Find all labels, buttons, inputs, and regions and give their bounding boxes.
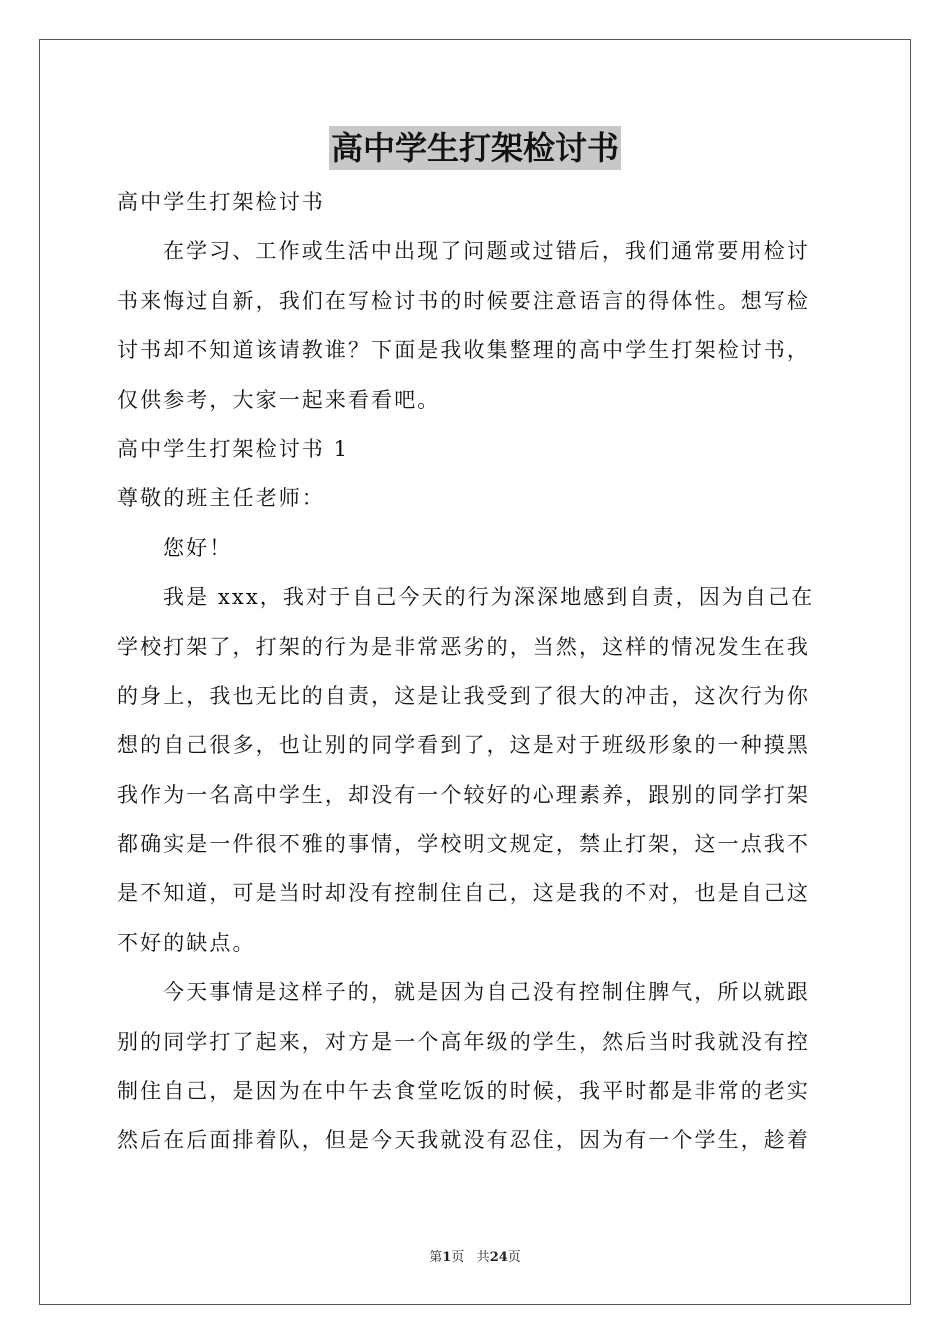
body-line: 制住自己，是因为在中午去食堂吃饭的时候，我平时都是非常的老实 bbox=[117, 1079, 810, 1104]
body-line: 在学习、工作或生活中出现了问题或过错后，我们通常要用检讨 bbox=[163, 239, 810, 264]
total-pages: 24 bbox=[489, 1250, 508, 1265]
body-line: 别的同学打了起来，对方是一个高年级的学生，然后当时我就没有控 bbox=[117, 1029, 810, 1054]
title-container bbox=[0, 126, 950, 170]
body-line: 是不知道，可是当时却没有控制住自己，这是我的不对，也是自己这 bbox=[117, 881, 810, 906]
body-line: 我是 xxx，我对于自己今天的行为深深地感到自责，因为自己在 bbox=[163, 585, 815, 610]
body-line: 高中学生打架检讨书 bbox=[117, 190, 325, 214]
page-prefix: 第 bbox=[429, 1250, 443, 1265]
body-line: 不好的缺点。 bbox=[117, 930, 256, 955]
body-line: 尊敬的班主任老师： bbox=[117, 486, 325, 511]
page-suffix: 页 bbox=[451, 1250, 465, 1265]
body-line: 我作为一名高中学生，却没有一个较好的心理素养，跟别的同学打架 bbox=[117, 782, 810, 807]
body-line: 学校打架了，打架的行为是非常恶劣的，当然，这样的情况发生在我 bbox=[117, 634, 810, 659]
page-footer bbox=[0, 1246, 950, 1265]
body-line: 的身上，我也无比的自责，这是让我受到了很大的冲击，这次行为你 bbox=[117, 683, 810, 708]
body-line: 您好！ bbox=[163, 535, 233, 560]
page-number: 1 bbox=[442, 1250, 452, 1265]
body-line: 仅供参考，大家一起来看看吧。 bbox=[117, 387, 441, 412]
body-line: 讨书却不知道该请教谁？下面是我收集整理的高中学生打架检讨书， bbox=[117, 338, 810, 363]
body-line: 都确实是一件很不雅的事情，学校明文规定，禁止打架，这一点我不 bbox=[117, 832, 810, 857]
total-suffix: 页 bbox=[507, 1250, 521, 1265]
body-line: 然后在后面排着队，但是今天我就没有忍住，因为有一个学生，趁着 bbox=[117, 1128, 810, 1153]
body-line: 高中学生打架检讨书 1 bbox=[117, 436, 350, 461]
document-title: 高中学生打架检讨书 bbox=[329, 126, 621, 170]
body-line: 书来悔过自新，我们在写检讨书的时候要注意语言的得体性。想写检 bbox=[117, 288, 810, 313]
total-prefix: 共 bbox=[476, 1250, 490, 1265]
body-line: 今天事情是这样子的，就是因为自己没有控制住脾气，所以就跟 bbox=[163, 980, 810, 1005]
document-body bbox=[117, 178, 833, 1166]
body-line: 想的自己很多，也让别的同学看到了，这是对于班级形象的一种摸黑 bbox=[117, 733, 810, 758]
